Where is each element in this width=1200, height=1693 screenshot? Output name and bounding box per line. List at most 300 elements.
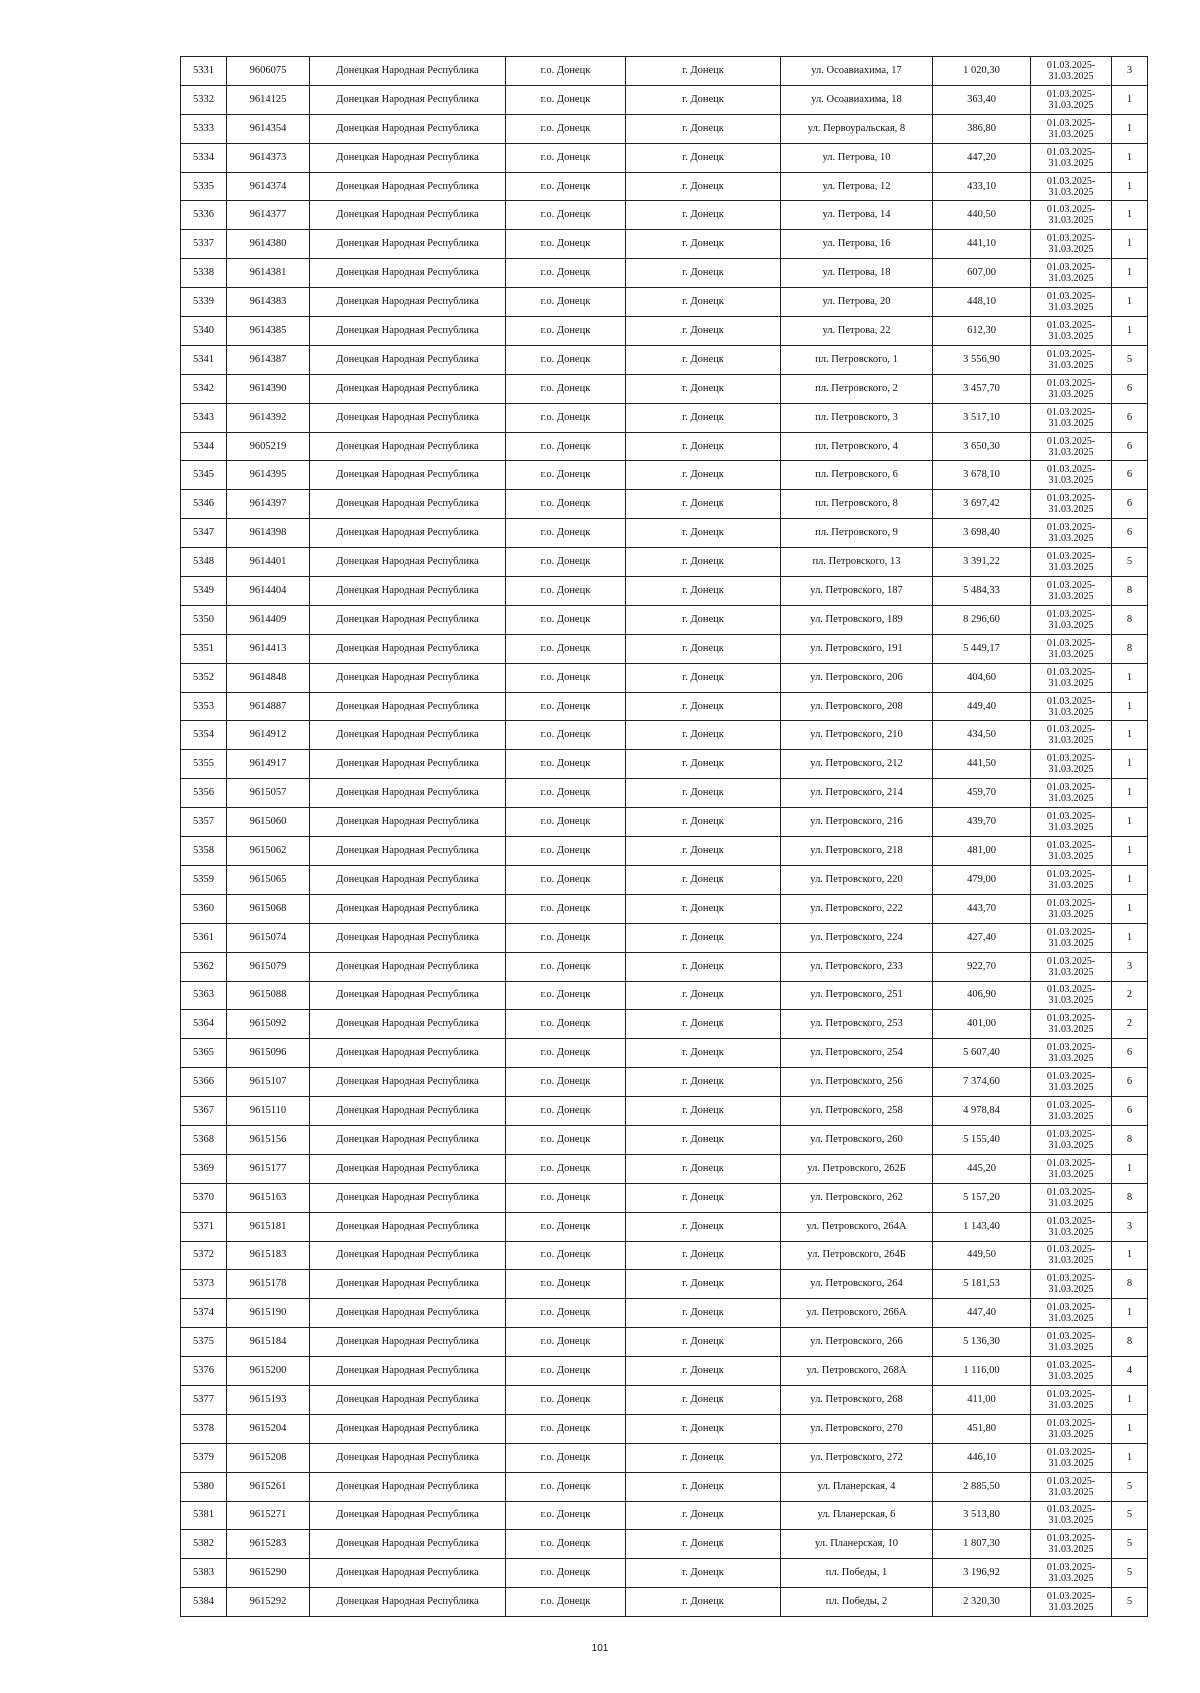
district-cell: г.о. Донецк [506,952,626,981]
object-code-cell: 9615200 [227,1357,310,1386]
period-cell [1031,1588,1112,1617]
region-cell: Донецкая Народная Республика [310,1472,506,1501]
area-cell: 612,30 [933,317,1031,346]
address-cell: ул. Петрова, 16 [781,230,933,259]
city-cell: г. Донецк [626,634,781,663]
city-cell: г. Донецк [626,1472,781,1501]
period-end: 31.03.2025 [1048,908,1094,920]
area-cell: 922,70 [933,952,1031,981]
table-row [181,1068,1148,1097]
period-start: 01.03.2025- [1046,897,1096,909]
district-cell: г.о. Донецк [506,1068,626,1097]
region-cell: Донецкая Народная Республика [310,403,506,432]
city-cell: г. Донецк [626,1183,781,1212]
region-cell: Донецкая Народная Республика [310,1414,506,1443]
object-code-cell: 9615057 [227,779,310,808]
count-cell: 5 [1112,1588,1148,1617]
district-cell: г.о. Донецк [506,85,626,114]
city-cell: г. Донецк [626,519,781,548]
table-row [181,403,1148,432]
area-cell: 363,40 [933,85,1031,114]
period-start: 01.03.2025- [1046,1042,1096,1054]
period-cell [1031,1414,1112,1443]
period-end: 31.03.2025 [1048,475,1094,487]
object-code-cell: 9614383 [227,288,310,317]
count-cell: 8 [1112,577,1148,606]
region-cell: Донецкая Народная Республика [310,1299,506,1328]
count-cell: 1 [1112,894,1148,923]
period-start: 01.03.2025- [1046,493,1096,505]
region-cell: Донецкая Народная Республика [310,461,506,490]
row-number-cell: 5365 [181,1039,227,1068]
area-cell: 440,50 [933,201,1031,230]
address-cell: ул. Петровского, 254 [781,1039,933,1068]
period-start: 01.03.2025- [1046,319,1096,331]
row-number-cell: 5361 [181,923,227,952]
city-cell: г. Донецк [626,230,781,259]
district-cell: г.о. Донецк [506,779,626,808]
row-number-cell: 5380 [181,1472,227,1501]
district-cell: г.о. Донецк [506,1299,626,1328]
period-start: 01.03.2025- [1046,551,1096,563]
row-number-cell: 5353 [181,692,227,721]
period-cell [1031,808,1112,837]
period-start: 01.03.2025- [1046,1013,1096,1025]
address-cell: ул. Петровского, 262Б [781,1154,933,1183]
address-cell: пл. Победы, 2 [781,1588,933,1617]
address-cell: пл. Петровского, 9 [781,519,933,548]
row-number-cell: 5354 [181,721,227,750]
period-end: 31.03.2025 [1048,966,1094,978]
district-cell: г.о. Донецк [506,548,626,577]
count-cell: 5 [1112,548,1148,577]
area-cell: 439,70 [933,808,1031,837]
registry-table [180,56,1148,1617]
address-cell: ул. Петровского, 216 [781,808,933,837]
address-cell: ул. Петровского, 189 [781,605,933,634]
period-end: 31.03.2025 [1048,1024,1094,1036]
region-cell: Донецкая Народная Республика [310,85,506,114]
region-cell: Донецкая Народная Республика [310,663,506,692]
region-cell: Донецкая Народная Республика [310,259,506,288]
table-row [181,1299,1148,1328]
object-code-cell: 9615060 [227,808,310,837]
object-code-cell: 9614385 [227,317,310,346]
period-end: 31.03.2025 [1048,677,1094,689]
row-number-cell: 5351 [181,634,227,663]
table-row [181,605,1148,634]
region-cell: Донецкая Народная Республика [310,317,506,346]
object-code-cell: 9605219 [227,432,310,461]
district-cell: г.о. Донецк [506,692,626,721]
row-number-cell: 5333 [181,114,227,143]
city-cell: г. Донецк [626,1010,781,1039]
area-cell: 434,50 [933,721,1031,750]
period-end: 31.03.2025 [1048,562,1094,574]
address-cell: ул. Петровского, 233 [781,952,933,981]
period-start: 01.03.2025- [1046,464,1096,476]
row-number-cell: 5348 [181,548,227,577]
period-cell [1031,663,1112,692]
count-cell: 1 [1112,230,1148,259]
period-end: 31.03.2025 [1048,1284,1094,1296]
district-cell: г.о. Донецк [506,1125,626,1154]
row-number-cell: 5331 [181,57,227,86]
row-number-cell: 5368 [181,1125,227,1154]
row-number-cell: 5381 [181,1501,227,1530]
address-cell: ул. Осоавиахима, 18 [781,85,933,114]
area-cell: 479,00 [933,865,1031,894]
object-code-cell: 9615092 [227,1010,310,1039]
row-number-cell: 5382 [181,1530,227,1559]
area-cell: 2 885,50 [933,1472,1031,1501]
period-cell [1031,1097,1112,1126]
table-row [181,837,1148,866]
city-cell: г. Донецк [626,259,781,288]
period-end: 31.03.2025 [1048,1139,1094,1151]
period-cell [1031,201,1112,230]
district-cell: г.о. Донецк [506,1270,626,1299]
period-cell [1031,114,1112,143]
period-start: 01.03.2025- [1046,291,1096,303]
period-end: 31.03.2025 [1048,1342,1094,1354]
district-cell: г.о. Донецк [506,1097,626,1126]
period-end: 31.03.2025 [1048,1457,1094,1469]
period-end: 31.03.2025 [1048,764,1094,776]
period-end: 31.03.2025 [1048,1313,1094,1325]
row-number-cell: 5357 [181,808,227,837]
count-cell: 6 [1112,461,1148,490]
table-row [181,345,1148,374]
table-row [181,1241,1148,1270]
object-code-cell: 9614125 [227,85,310,114]
period-cell [1031,1154,1112,1183]
object-code-cell: 9615271 [227,1501,310,1530]
row-number-cell: 5370 [181,1183,227,1212]
object-code-cell: 9614912 [227,721,310,750]
region-cell: Донецкая Народная Республика [310,1154,506,1183]
region-cell: Донецкая Народная Республика [310,952,506,981]
object-code-cell: 9615156 [227,1125,310,1154]
table-row [181,1472,1148,1501]
region-cell: Донецкая Народная Республика [310,981,506,1010]
period-start: 01.03.2025- [1046,695,1096,707]
district-cell: г.о. Донецк [506,1443,626,1472]
area-cell: 3 517,10 [933,403,1031,432]
row-number-cell: 5369 [181,1154,227,1183]
area-cell: 3 678,10 [933,461,1031,490]
period-start: 01.03.2025- [1046,666,1096,678]
count-cell: 8 [1112,634,1148,663]
region-cell: Донецкая Народная Республика [310,923,506,952]
city-cell: г. Донецк [626,894,781,923]
count-cell: 1 [1112,750,1148,779]
period-end: 31.03.2025 [1048,1226,1094,1238]
count-cell: 6 [1112,374,1148,403]
period-cell [1031,1443,1112,1472]
object-code-cell: 9615261 [227,1472,310,1501]
period-end: 31.03.2025 [1048,793,1094,805]
table-row [181,1328,1148,1357]
row-number-cell: 5364 [181,1010,227,1039]
count-cell: 1 [1112,721,1148,750]
district-cell: г.о. Донецк [506,634,626,663]
object-code-cell: 9614848 [227,663,310,692]
row-number-cell: 5374 [181,1299,227,1328]
district-cell: г.о. Донецк [506,1183,626,1212]
district-cell: г.о. Донецк [506,230,626,259]
object-code-cell: 9615184 [227,1328,310,1357]
district-cell: г.о. Донецк [506,1328,626,1357]
row-number-cell: 5383 [181,1559,227,1588]
count-cell: 1 [1112,808,1148,837]
table-row [181,519,1148,548]
city-cell: г. Донецк [626,808,781,837]
count-cell: 1 [1112,923,1148,952]
period-cell [1031,1270,1112,1299]
row-number-cell: 5341 [181,345,227,374]
address-cell: ул. Петровского, 264Б [781,1241,933,1270]
table-row [181,1097,1148,1126]
period-end: 31.03.2025 [1048,128,1094,140]
city-cell: г. Донецк [626,605,781,634]
table-row [181,259,1148,288]
area-cell: 406,90 [933,981,1031,1010]
period-start: 01.03.2025- [1046,117,1096,129]
region-cell: Донецкая Народная Республика [310,750,506,779]
period-cell [1031,865,1112,894]
region-cell: Донецкая Народная Республика [310,1125,506,1154]
period-cell [1031,1125,1112,1154]
row-number-cell: 5375 [181,1328,227,1357]
address-cell: ул. Петровского, 268А [781,1357,933,1386]
object-code-cell: 9615181 [227,1212,310,1241]
city-cell: г. Донецк [626,1559,781,1588]
period-start: 01.03.2025- [1046,146,1096,158]
district-cell: г.о. Донецк [506,1039,626,1068]
district-cell: г.о. Донецк [506,345,626,374]
period-end: 31.03.2025 [1048,648,1094,660]
area-cell: 449,50 [933,1241,1031,1270]
period-cell [1031,1472,1112,1501]
city-cell: г. Донецк [626,1212,781,1241]
address-cell: ул. Планерская, 6 [781,1501,933,1530]
count-cell: 3 [1112,952,1148,981]
period-end: 31.03.2025 [1048,1053,1094,1065]
table-row [181,230,1148,259]
period-cell [1031,981,1112,1010]
region-cell: Донецкая Народная Республика [310,1588,506,1617]
area-cell: 5 181,53 [933,1270,1031,1299]
area-cell: 446,10 [933,1443,1031,1472]
city-cell: г. Донецк [626,143,781,172]
area-cell: 5 484,33 [933,577,1031,606]
period-start: 01.03.2025- [1046,1128,1096,1140]
address-cell: ул. Первоуральская, 8 [781,114,933,143]
row-number-cell: 5338 [181,259,227,288]
city-cell: г. Донецк [626,57,781,86]
period-cell [1031,172,1112,201]
district-cell: г.о. Донецк [506,1241,626,1270]
city-cell: г. Донецк [626,288,781,317]
object-code-cell: 9615065 [227,865,310,894]
count-cell: 1 [1112,663,1148,692]
period-start: 01.03.2025- [1046,204,1096,216]
count-cell: 1 [1112,317,1148,346]
period-cell [1031,259,1112,288]
district-cell: г.о. Донецк [506,663,626,692]
address-cell: ул. Петрова, 22 [781,317,933,346]
area-cell: 1 807,30 [933,1530,1031,1559]
address-cell: ул. Петрова, 18 [781,259,933,288]
address-cell: ул. Петровского, 266 [781,1328,933,1357]
city-cell: г. Донецк [626,490,781,519]
area-cell: 404,60 [933,663,1031,692]
area-cell: 448,10 [933,288,1031,317]
city-cell: г. Донецк [626,750,781,779]
city-cell: г. Донецк [626,114,781,143]
area-cell: 5 157,20 [933,1183,1031,1212]
count-cell: 1 [1112,1414,1148,1443]
district-cell: г.о. Донецк [506,808,626,837]
area-cell: 449,40 [933,692,1031,721]
region-cell: Донецкая Народная Республика [310,1328,506,1357]
row-number-cell: 5378 [181,1414,227,1443]
table-row [181,317,1148,346]
table-row [181,894,1148,923]
period-end: 31.03.2025 [1048,1486,1094,1498]
region-cell: Донецкая Народная Республика [310,1385,506,1414]
region-cell: Донецкая Народная Республика [310,692,506,721]
period-start: 01.03.2025- [1046,348,1096,360]
count-cell: 1 [1112,692,1148,721]
district-cell: г.о. Донецк [506,403,626,432]
row-number-cell: 5344 [181,432,227,461]
address-cell: ул. Петровского, 222 [781,894,933,923]
table-row [181,1588,1148,1617]
period-start: 01.03.2025- [1046,1302,1096,1314]
city-cell: г. Донецк [626,345,781,374]
period-end: 31.03.2025 [1048,388,1094,400]
object-code-cell: 9614409 [227,605,310,634]
period-start: 01.03.2025- [1046,926,1096,938]
object-code-cell: 9614380 [227,230,310,259]
row-number-cell: 5335 [181,172,227,201]
area-cell: 445,20 [933,1154,1031,1183]
row-number-cell: 5345 [181,461,227,490]
table-row [181,461,1148,490]
period-cell [1031,1559,1112,1588]
district-cell: г.о. Донецк [506,461,626,490]
object-code-cell: 9614398 [227,519,310,548]
region-cell: Донецкая Народная Республика [310,721,506,750]
area-cell: 441,50 [933,750,1031,779]
count-cell: 6 [1112,1068,1148,1097]
count-cell: 1 [1112,114,1148,143]
district-cell: г.о. Донецк [506,288,626,317]
address-cell: пл. Петровского, 3 [781,403,933,432]
area-cell: 459,70 [933,779,1031,808]
count-cell: 3 [1112,1212,1148,1241]
object-code-cell: 9615178 [227,1270,310,1299]
district-cell: г.о. Донецк [506,201,626,230]
city-cell: г. Донецк [626,952,781,981]
district-cell: г.о. Донецк [506,57,626,86]
district-cell: г.о. Донецк [506,114,626,143]
period-end: 31.03.2025 [1048,1428,1094,1440]
period-start: 01.03.2025- [1046,1591,1096,1603]
row-number-cell: 5342 [181,374,227,403]
region-cell: Донецкая Народная Республика [310,1097,506,1126]
period-cell [1031,577,1112,606]
period-start: 01.03.2025- [1046,1562,1096,1574]
period-start: 01.03.2025- [1046,1071,1096,1083]
area-cell: 3 556,90 [933,345,1031,374]
table-row [181,490,1148,519]
area-cell: 451,80 [933,1414,1031,1443]
address-cell: ул. Петровского, 212 [781,750,933,779]
district-cell: г.о. Донецк [506,1010,626,1039]
table-row [181,172,1148,201]
region-cell: Донецкая Народная Республика [310,432,506,461]
district-cell: г.о. Донецк [506,721,626,750]
count-cell: 5 [1112,1559,1148,1588]
period-cell [1031,1357,1112,1386]
city-cell: г. Донецк [626,923,781,952]
count-cell: 1 [1112,1385,1148,1414]
period-cell [1031,1530,1112,1559]
row-number-cell: 5362 [181,952,227,981]
region-cell: Донецкая Народная Республика [310,519,506,548]
city-cell: г. Донецк [626,85,781,114]
table-row [181,432,1148,461]
count-cell: 8 [1112,605,1148,634]
period-start: 01.03.2025- [1046,377,1096,389]
object-code-cell: 9614390 [227,374,310,403]
object-code-cell: 9606075 [227,57,310,86]
address-cell: ул. Петровского, 253 [781,1010,933,1039]
city-cell: г. Донецк [626,172,781,201]
region-cell: Донецкая Народная Республика [310,1559,506,1588]
period-end: 31.03.2025 [1048,619,1094,631]
district-cell: г.о. Донецк [506,750,626,779]
period-cell [1031,634,1112,663]
area-cell: 401,00 [933,1010,1031,1039]
area-cell: 5 155,40 [933,1125,1031,1154]
object-code-cell: 9614413 [227,634,310,663]
count-cell: 8 [1112,1125,1148,1154]
period-end: 31.03.2025 [1048,273,1094,285]
table-row [181,1270,1148,1299]
city-cell: г. Донецк [626,1588,781,1617]
table-row [181,85,1148,114]
district-cell: г.о. Донецк [506,1357,626,1386]
table-row [181,923,1148,952]
address-cell: ул. Петровского, 266А [781,1299,933,1328]
district-cell: г.о. Донецк [506,865,626,894]
region-cell: Донецкая Народная Республика [310,837,506,866]
region-cell: Донецкая Народная Республика [310,779,506,808]
period-cell [1031,1299,1112,1328]
address-cell: ул. Петровского, 256 [781,1068,933,1097]
table-row [181,1039,1148,1068]
region-cell: Донецкая Народная Республика [310,1530,506,1559]
table-row [181,114,1148,143]
period-cell [1031,923,1112,952]
row-number-cell: 5356 [181,779,227,808]
period-end: 31.03.2025 [1048,1255,1094,1267]
period-start: 01.03.2025- [1046,1533,1096,1545]
